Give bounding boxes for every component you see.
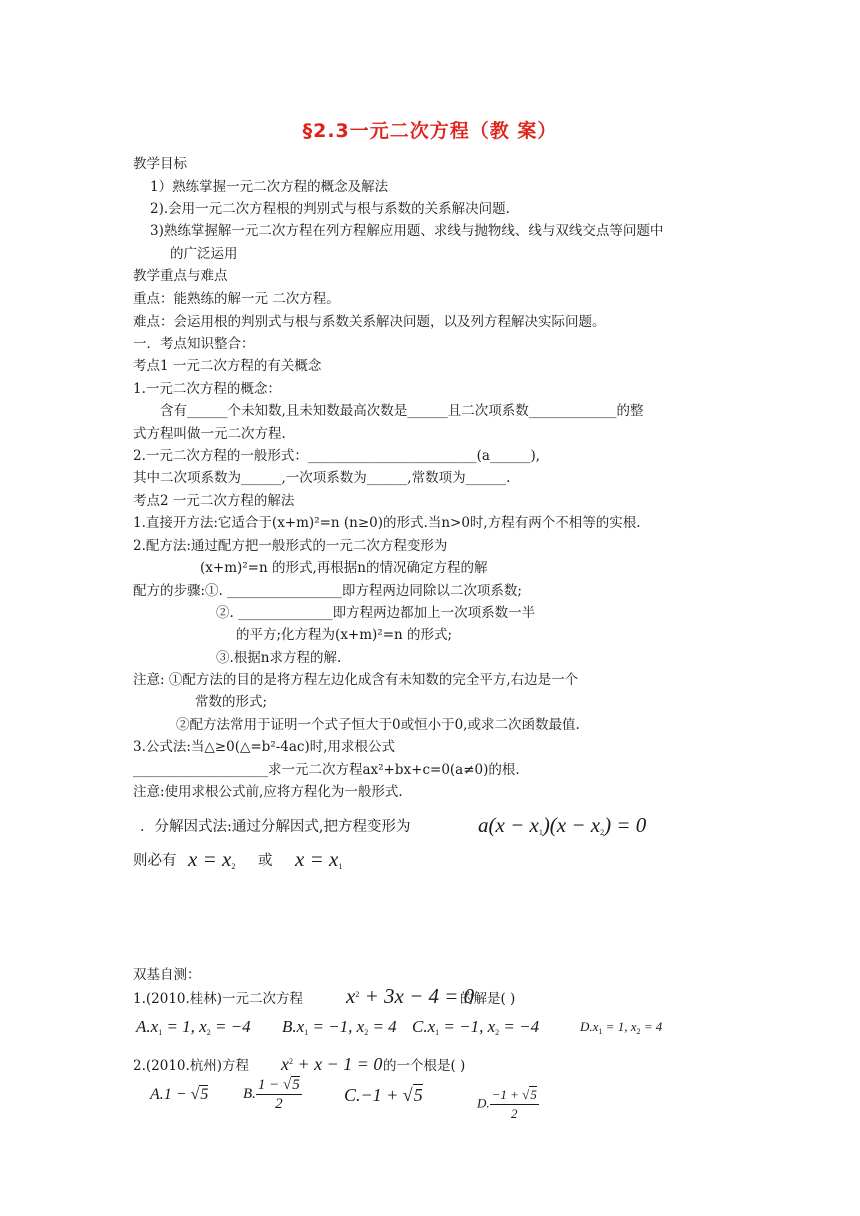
objective-2: 2).会用一元二次方程根的判别式与根与系数的关系解决问题.	[150, 201, 510, 217]
factor-equation: $a(x - x_1)(x - x_2) = 0$	[478, 813, 647, 837]
factor-method: ．分解因式法:通过分解因式,把方程变形为	[140, 819, 411, 835]
q1-option-b: $B.x_1 = -1$, $x_2 = 4$	[282, 1017, 397, 1037]
q1-option-d: $D.x_1 = 1$, $x_2 = 4$	[580, 1019, 663, 1036]
direct-method: 1.直接开方法:它适合于(x+m)²=n (n≥0)的形式.当n>0时,方程有两个不相等的实根.	[133, 515, 641, 531]
point1-line2: 含有______个未知数,且未知数最高次数是______且二次项系数_____________的整	[160, 403, 644, 419]
note-1-cont: 常数的形式;	[195, 694, 268, 710]
point2-heading: 考点2 一元二次方程的解法	[133, 493, 295, 509]
page-title: §2.3一元二次方程（教 案）	[302, 120, 558, 142]
factor-root-1: $x = x_2$	[188, 847, 236, 871]
point1-line5: 其中二次项系数为______,一次项系数为______,常数项为______.	[133, 470, 511, 486]
q2-option-b: B. $\frac{1 - √5}{2}$	[243, 1077, 300, 1112]
objective-3: 3)熟练掌握解一元二次方程在列方程解应用题、求线与抛物线、线与双线交点等问题中	[150, 223, 664, 239]
formula-method: 3.公式法:当△≥0(△=b²-4ac)时,用求根公式	[133, 739, 396, 755]
keypoints-heading: 教学重点与难点	[133, 268, 228, 284]
factor-root-2: $x = x_1$	[295, 847, 343, 871]
integration-heading: 一．考点知识整合：	[133, 336, 255, 352]
point1-line4: 2.一元二次方程的一般形式：_________________________(a______),	[133, 448, 541, 464]
difficulty-line: 难点：会运用根的判别式与根与系数关系解决问题，以及列方程解决实际问题。	[133, 314, 606, 330]
step-2: ②. ______________即方程两边都加上一次项系数一半	[216, 605, 536, 621]
complete-square-2: (x+m)²=n 的形式,再根据n的情况确定方程的解	[200, 560, 488, 576]
complete-square-1: 2.配方法:通过配方把一般形式的一元二次方程变形为	[133, 538, 448, 554]
step-3: ③.根据n求方程的解.	[216, 650, 342, 666]
q2-option-c: C.−1 + √5	[344, 1085, 423, 1105]
q2-prefix: 2.(2010.杭州)方程	[133, 1058, 250, 1074]
formula-note: 注意:使用求根公式前,应将方程化为一般形式.	[133, 784, 403, 800]
objective-1: 1）熟练掌握一元二次方程的概念及解法	[150, 179, 389, 195]
q1-prefix: 1.(2010.桂林)一元二次方程	[133, 991, 304, 1007]
q2-option-d: D. $\frac{-1 + √5}{2}$	[477, 1087, 537, 1121]
selftest-heading: 双基自测：	[133, 967, 201, 983]
point1-line1: 1.一元二次方程的概念：	[133, 381, 281, 397]
q2-option-a: A.1 − √5	[150, 1086, 209, 1103]
factor-must: 则必有	[133, 853, 177, 869]
step-1: 配方的步骤:①. _________________即方程两边同除以二次项系数;	[133, 583, 522, 599]
q1-suffix: 的解是( )	[460, 991, 516, 1007]
point1-line3: 式方程叫做一元二次方程.	[133, 426, 286, 442]
objectives-heading: 教学目标	[133, 156, 187, 172]
q1-equation: $x^2 + 3x - 4 = 0$	[346, 984, 475, 1008]
objective-3-cont: 的广泛运用	[170, 246, 238, 262]
q2-suffix: 的一个根是( )	[383, 1058, 466, 1074]
step-2-cont: 的平方;化方程为(x+m)²=n 的形式;	[236, 627, 453, 643]
point1-heading: 考点1 一元二次方程的有关概念	[133, 358, 322, 374]
formula-method-cont: ____________________求一元二次方程ax²+bx+c=0(a≠0)的根.	[133, 762, 520, 778]
factor-or: 或	[258, 853, 273, 869]
focus-line: 重点：能熟练的解一元 二次方程。	[133, 291, 340, 307]
note-1: 注意: ①配方法的目的是将方程左边化成含有未知数的完全平方,右边是一个	[133, 672, 579, 688]
note-2: ②配方法常用于证明一个式子恒大于0或恒小于0,或求二次函数最值.	[176, 717, 580, 733]
q1-option-c: $C.x_1 = -1$, $x_2 = -4$	[412, 1017, 540, 1037]
q2-equation: $x^2 + x - 1 = 0$	[281, 1054, 383, 1074]
q1-option-a: $A.x_1 = 1$, $x_2 = -4$	[136, 1017, 251, 1037]
